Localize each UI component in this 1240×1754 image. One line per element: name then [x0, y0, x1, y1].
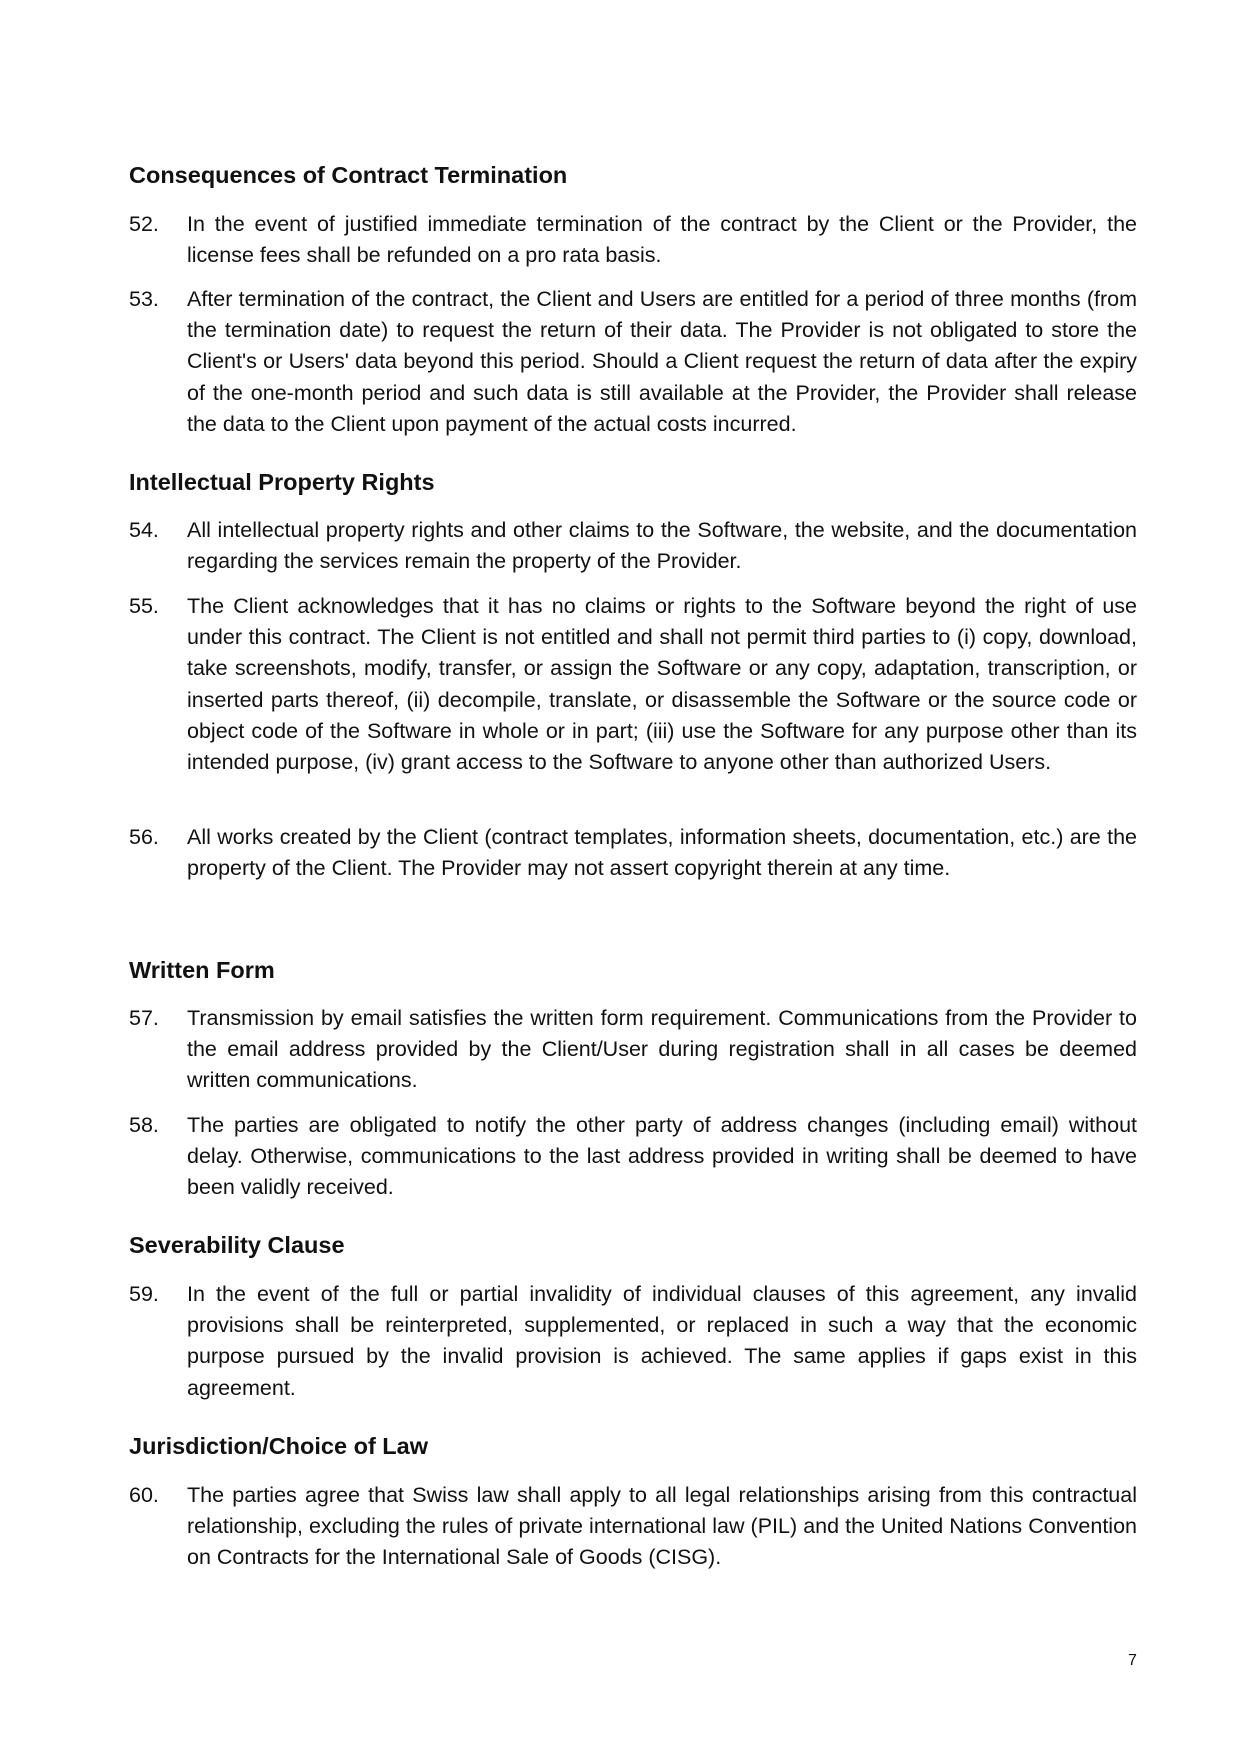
- section-heading-written-form: Written Form: [129, 957, 275, 983]
- clause-number: 56.: [129, 825, 159, 849]
- clause-number: 60.: [129, 1483, 159, 1507]
- clause-text: All intellectual property rights and other claims to the Software, the website, and the documentation regarding the services remain the property of the Provider.: [187, 518, 1137, 574]
- page-number: 7: [1128, 1652, 1137, 1669]
- section-heading-jurisdiction: Jurisdiction/Choice of Law: [129, 1433, 429, 1459]
- section-heading-ip-rights: Intellectual Property Rights: [129, 469, 435, 495]
- clause-57: [129, 1003, 1137, 1097]
- clause-52: [129, 209, 1137, 271]
- clause-number: 55.: [129, 594, 159, 618]
- clause-text: All works created by the Client (contract templates, information sheets, documentation, etc.) are the property of the Client. The Provider may not assert copyright therein at any time.: [187, 825, 1137, 881]
- clause-56: [129, 822, 1137, 884]
- clause-text: Transmission by email satisfies the written form requirement. Communications from the Provider to the email address provided by the Client/User during registration shall in all cases be deemed written communications.: [187, 1006, 1137, 1093]
- clause-number: 57.: [129, 1006, 159, 1030]
- clause-text: The parties agree that Swiss law shall apply to all legal relationships arising from this contractual relationship, excluding the rules of private international law (PIL) and the United Nations Convention on Contracts for the International Sale of Goods (CISG).: [187, 1483, 1137, 1570]
- clause-text: In the event of the full or partial invalidity of individual clauses of this agreement, any invalid provisions shall be reinterpreted, supplemented, or replaced in such a way that the economic purpose pursued by the invalid provision is achieved. The same applies if gaps exist in this agreement.: [187, 1282, 1137, 1400]
- clause-number: 59.: [129, 1282, 159, 1306]
- clause-number: 52.: [129, 212, 159, 236]
- clause-58: [129, 1110, 1137, 1204]
- section-heading-severability: Severability Clause: [129, 1232, 345, 1258]
- clause-number: 58.: [129, 1113, 159, 1137]
- clause-60: [129, 1480, 1137, 1574]
- clause-text: The Client acknowledges that it has no claims or rights to the Software beyond the right of use under this contract. The Client is not entitled and shall not permit third parties to (i) copy, download, take screenshots, modify, transfer, or assign the Software or any copy, adaptation, transcription, or inserted parts thereof, (ii) decompile, translate, or disassemble the Software or the source code or object code of the Software in whole or in part; (iii) use the Software for any purpose other than its intended purpose, (iv) grant access to the Software to anyone other than authorized Users.: [187, 594, 1137, 775]
- clause-59: [129, 1279, 1137, 1404]
- clause-text: The parties are obligated to notify the other party of address changes (including email) without delay. Otherwise, communications to the last address provided in writing shall be deemed to have been validly received.: [187, 1113, 1137, 1200]
- clause-53: [129, 284, 1137, 440]
- clause-54: [129, 515, 1137, 577]
- clause-text: After termination of the contract, the Client and Users are entitled for a period of three months (from the termination date) to request the return of their data. The Provider is not obligated to store the Client's or Users' data beyond this period. Should a Client request the return of data after the expiry of the one-month period and such data is still available at the Provider, the Provider shall release the data to the Client upon payment of the actual costs incurred.: [187, 287, 1137, 436]
- clause-number: 53.: [129, 287, 159, 311]
- clause-55: [129, 591, 1137, 778]
- section-heading-termination: Consequences of Contract Termination: [129, 162, 568, 188]
- clause-text: In the event of justified immediate termination of the contract by the Client or the Provider, the license fees shall be refunded on a pro rata basis.: [187, 212, 1137, 268]
- clause-number: 54.: [129, 518, 159, 542]
